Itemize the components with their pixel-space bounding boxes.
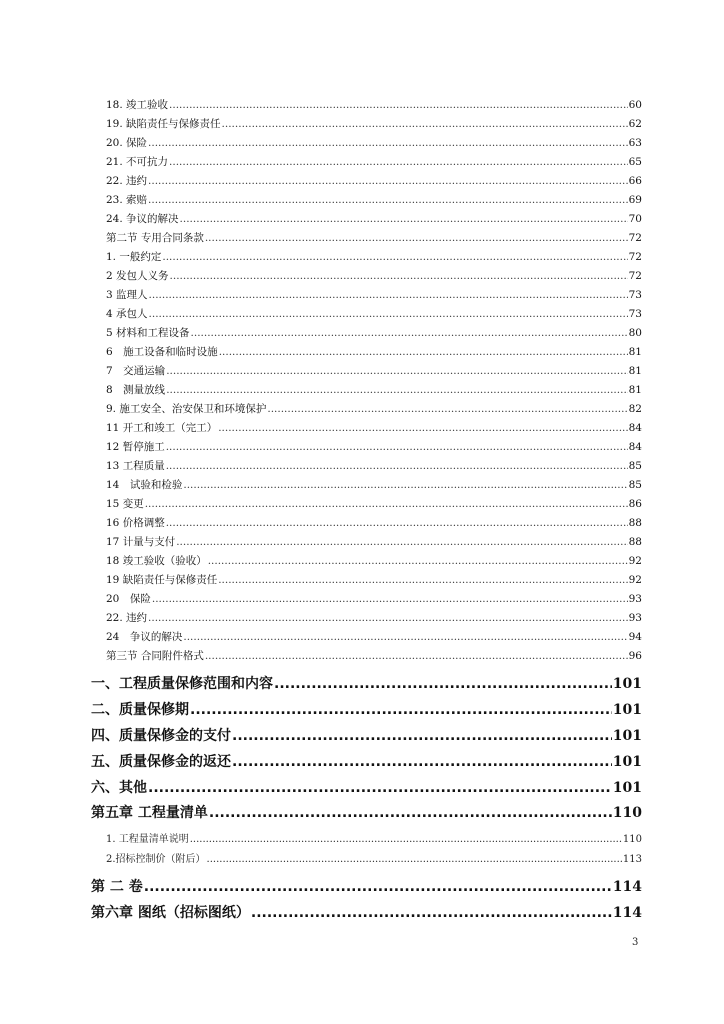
toc-entry <box>106 591 642 607</box>
toc-entry <box>91 802 642 822</box>
toc-entry-label: 第二节 专用合同条款 <box>106 232 204 244</box>
toc-entry <box>106 268 642 284</box>
dot-leader <box>209 805 612 821</box>
toc-entry-page: 110 <box>612 805 642 821</box>
dot-leader <box>162 251 627 263</box>
toc-entry <box>106 610 642 626</box>
toc-entry-label: 22. 违约 <box>106 612 148 624</box>
dot-leader <box>148 612 628 624</box>
dot-leader <box>144 879 612 895</box>
toc-entry <box>106 97 642 113</box>
toc-entry-page: 62 <box>628 118 642 130</box>
toc-entry-page: 72 <box>628 251 642 263</box>
dot-leader <box>274 676 612 692</box>
dot-leader <box>191 327 628 339</box>
toc-entry <box>106 249 642 265</box>
toc-entry-page: 81 <box>628 384 642 396</box>
toc-entry <box>106 325 642 341</box>
toc-entry-page: 86 <box>628 498 642 510</box>
toc-entry-label: 第六章 图纸（招标图纸） <box>91 905 250 921</box>
toc-entry-label: 24. 争议的解决 <box>106 213 179 225</box>
toc-entry-page: 84 <box>628 422 642 434</box>
dot-leader <box>149 308 628 320</box>
toc-entry-label: 17 计量与支付 <box>106 536 176 548</box>
dot-leader <box>218 574 627 586</box>
toc-entry <box>106 477 642 493</box>
toc-entry-page: 69 <box>628 194 642 206</box>
toc-entry-page: 60 <box>628 99 642 111</box>
toc-entry-page: 113 <box>622 854 642 865</box>
toc-entry-label: 14 试验和检验 <box>106 479 183 491</box>
toc-entry-label: 第 二 卷 <box>91 879 143 895</box>
toc-entry-label: 15 变更 <box>106 498 144 510</box>
toc-entry-label: 8 测量放线 <box>106 384 166 396</box>
toc-entry-label: 6 施工设备和临时设施 <box>106 346 218 358</box>
toc-entry-label: 23. 索赔 <box>106 194 148 206</box>
toc-entry-page: 85 <box>628 479 642 491</box>
toc-entry <box>91 902 642 922</box>
toc-entry <box>91 777 642 797</box>
dot-leader <box>170 270 628 282</box>
dot-leader <box>207 854 622 865</box>
toc-entry-label: 11 开工和竣工（完工） <box>106 422 218 434</box>
toc-entry-label: 22. 违约 <box>106 175 148 187</box>
toc-entry <box>106 287 642 303</box>
toc-entry <box>106 629 642 645</box>
dot-leader <box>148 175 628 187</box>
toc-entry <box>106 211 642 227</box>
dot-leader <box>149 289 628 301</box>
toc-entry-label: 20. 保险 <box>106 137 148 149</box>
toc-entry <box>106 572 642 588</box>
dot-leader <box>176 536 627 548</box>
toc-entry-page: 81 <box>628 365 642 377</box>
toc-entry <box>106 401 642 417</box>
toc-entry-label: 一、工程质量保修范围和内容 <box>91 676 273 692</box>
toc-entry <box>106 850 642 866</box>
toc-entry-label: 12 暂停施工 <box>106 441 165 453</box>
toc-entry-label: 19 缺陷责任与保修责任 <box>106 574 218 586</box>
dot-leader <box>218 422 627 434</box>
dot-leader <box>148 194 628 206</box>
toc-entry-page: 72 <box>628 270 642 282</box>
toc-entry <box>106 154 642 170</box>
toc-entry-page: 73 <box>628 308 642 320</box>
toc-entry-page: 93 <box>628 593 642 605</box>
dot-leader <box>251 905 612 921</box>
toc-entry-page: 82 <box>628 403 642 415</box>
dot-leader <box>232 728 612 744</box>
toc-entry-label: 1. 一般约定 <box>106 251 162 263</box>
toc-entry-label: 7 交通运输 <box>106 365 166 377</box>
dot-leader <box>145 498 628 510</box>
dot-leader <box>190 702 612 718</box>
toc-entry-page: 110 <box>622 834 642 845</box>
dot-leader <box>183 631 627 643</box>
toc-entry <box>106 173 642 189</box>
dot-leader <box>166 517 628 529</box>
toc-entry-page: 65 <box>628 156 642 168</box>
dot-leader <box>166 441 628 453</box>
toc-entry-page: 72 <box>628 232 642 244</box>
dot-leader <box>169 99 628 111</box>
toc-entry-page: 70 <box>628 213 642 225</box>
dot-leader <box>267 403 627 415</box>
toc-entry <box>106 515 642 531</box>
toc-entry <box>106 420 642 436</box>
toc-entry <box>106 458 642 474</box>
page-number: 3 <box>632 937 639 948</box>
dot-leader <box>148 137 628 149</box>
toc-entry-label: 18 竣工验收（验收） <box>106 555 207 567</box>
toc-entry-page: 63 <box>628 137 642 149</box>
dot-leader <box>190 834 622 845</box>
toc-entry-page: 73 <box>628 289 642 301</box>
toc-entry-page: 88 <box>628 536 642 548</box>
toc-entry <box>106 116 642 132</box>
toc-entry-label: 13 工程质量 <box>106 460 165 472</box>
toc-entry-label: 2.招标控制价（附后） <box>106 854 206 865</box>
toc-entry-page: 93 <box>628 612 642 624</box>
toc-entry <box>106 553 642 569</box>
toc-entry-page: 80 <box>628 327 642 339</box>
toc-entry <box>106 648 642 664</box>
dot-leader <box>148 780 612 796</box>
toc-entry <box>91 673 642 693</box>
toc-entry <box>91 725 642 745</box>
toc-entry <box>106 534 642 550</box>
toc-entry <box>91 876 642 896</box>
toc-entry-label: 4 承包人 <box>106 308 148 320</box>
toc-entry-page: 101 <box>612 728 642 744</box>
toc-entry-page: 101 <box>612 780 642 796</box>
toc-entry-page: 85 <box>628 460 642 472</box>
toc-entry-label: 19. 缺陷责任与保修责任 <box>106 118 221 130</box>
dot-leader <box>166 365 627 377</box>
dot-leader <box>183 479 627 491</box>
toc-entry-page: 81 <box>628 346 642 358</box>
toc-entry <box>106 192 642 208</box>
dot-leader <box>205 232 628 244</box>
toc-entry-label: 第三节 合同附件格式 <box>106 650 204 662</box>
toc-entry <box>106 344 642 360</box>
dot-leader <box>180 213 628 225</box>
toc-entry-page: 101 <box>612 754 642 770</box>
toc-entry-label: 20 保险 <box>106 593 151 605</box>
dot-leader <box>166 460 628 472</box>
dot-leader <box>152 593 628 605</box>
toc-entry-page: 96 <box>628 650 642 662</box>
toc-entry <box>91 699 642 719</box>
toc-entry <box>106 496 642 512</box>
toc-entry-label: 16 价格调整 <box>106 517 165 529</box>
toc-entry-page: 94 <box>628 631 642 643</box>
toc-entry-label: 2 发包人义务 <box>106 270 169 282</box>
toc-entry <box>106 363 642 379</box>
toc-entry-label: 二、质量保修期 <box>91 702 189 718</box>
toc-entry-label: 六、其他 <box>91 780 147 796</box>
toc-entry-page: 92 <box>628 555 642 567</box>
dot-leader <box>205 650 628 662</box>
toc-entry-page: 88 <box>628 517 642 529</box>
toc-entry <box>106 306 642 322</box>
toc-entry-label: 五、质量保修金的返还 <box>91 754 231 770</box>
toc-entry-page: 114 <box>612 905 642 921</box>
toc-entry <box>106 830 642 846</box>
toc-entry-label: 18. 竣工验收 <box>106 99 169 111</box>
dot-leader <box>166 384 627 396</box>
toc-entry <box>91 751 642 771</box>
toc-entry <box>106 230 642 246</box>
toc-entry-label: 5 材料和工程设备 <box>106 327 190 339</box>
dot-leader <box>219 346 628 358</box>
dot-leader <box>169 156 628 168</box>
toc-entry-page: 101 <box>612 676 642 692</box>
toc-entry-label: 3 监理人 <box>106 289 148 301</box>
toc-entry <box>106 439 642 455</box>
toc-entry-page: 101 <box>612 702 642 718</box>
toc-entry-label: 21. 不可抗力 <box>106 156 169 168</box>
toc-entry-label: 四、质量保修金的支付 <box>91 728 231 744</box>
toc-entry-page: 114 <box>612 879 642 895</box>
dot-leader <box>222 118 628 130</box>
dot-leader <box>208 555 628 567</box>
toc-entry-label: 9. 施工安全、治安保卫和环境保护 <box>106 403 267 415</box>
toc-entry-page: 84 <box>628 441 642 453</box>
toc-entry-label: 24 争议的解决 <box>106 631 183 643</box>
toc-entry <box>106 135 642 151</box>
toc-entry-label: 1. 工程量清单说明 <box>106 834 189 845</box>
dot-leader <box>232 754 612 770</box>
toc-entry-label: 第五章 工程量清单 <box>91 805 208 821</box>
toc-entry-page: 92 <box>628 574 642 586</box>
toc-entry-page: 66 <box>628 175 642 187</box>
toc-entry <box>106 382 642 398</box>
